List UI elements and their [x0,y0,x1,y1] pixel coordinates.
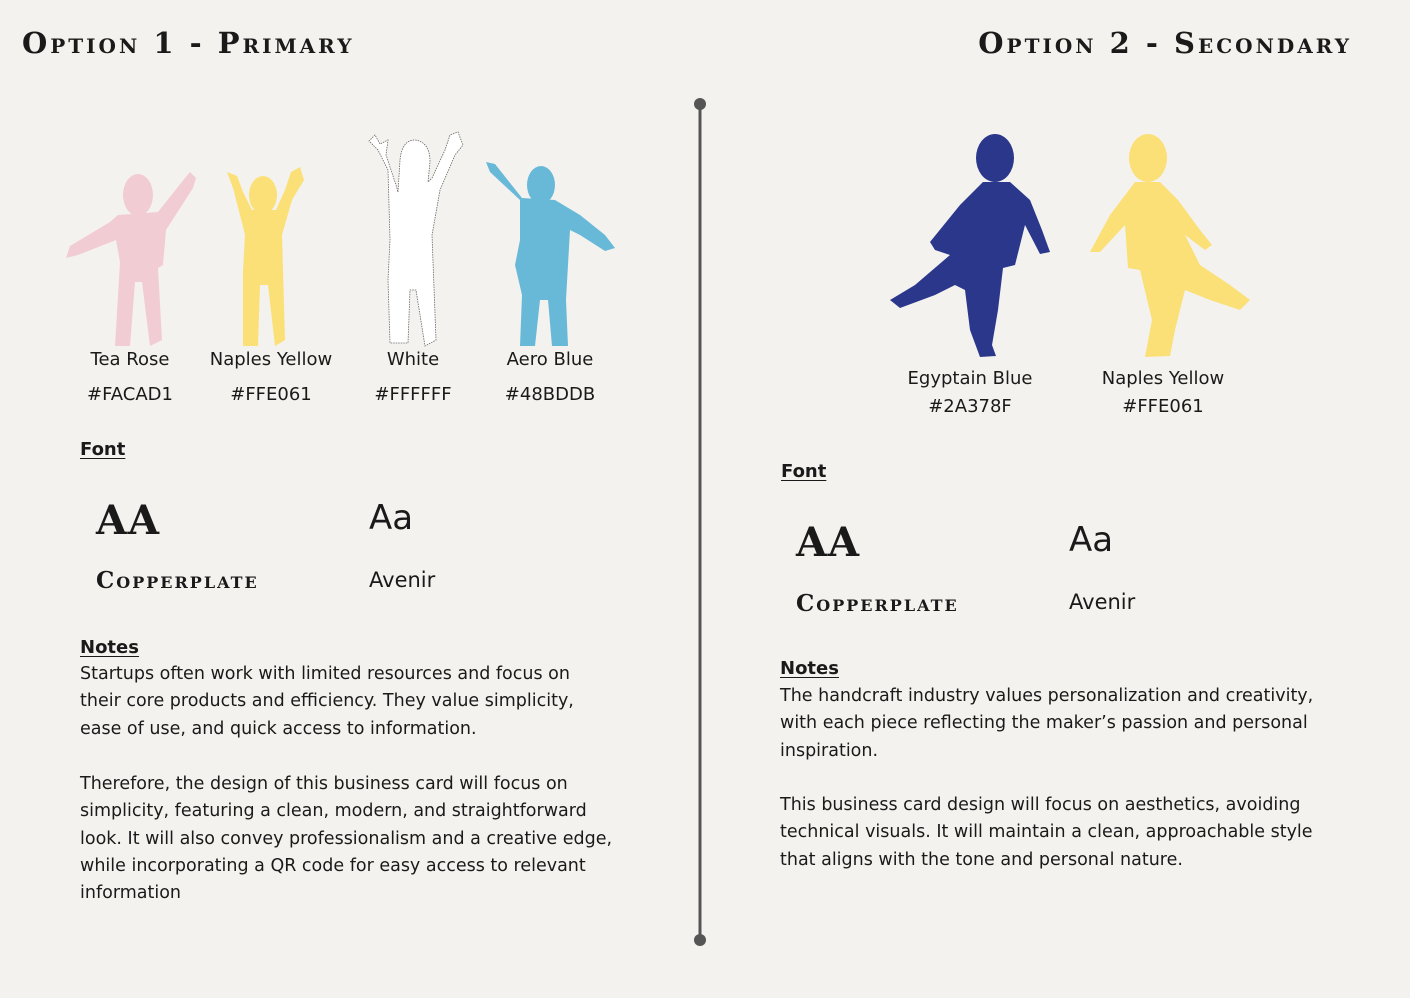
color-name: White [386,349,440,370]
notes-line: their core products and efficiency. They value simplicity, [80,691,574,712]
color-hex: #FFFFFF [374,384,452,405]
notes-line: look. It will also convey professionalism and a creative edge, [80,828,613,849]
notes-line: Therefore, the design of this business card will focus on [80,774,568,794]
color-name: Naples Yellow [209,349,333,370]
copperplate-sample: AA [96,497,161,544]
divider [694,98,706,946]
color-name: Naples Yellow [1101,368,1225,389]
notes-line: with each piece reflecting the maker’s passion and personal [780,713,1308,734]
notes-line: inspiration. [780,740,879,761]
naples-yellow-child-figure [227,167,304,346]
color-hex: #48BDDB [504,384,596,405]
notes-heading: Notes [780,658,839,679]
avenir-sample: Aa [369,498,414,538]
color-hex: #FFE061 [230,384,312,405]
color-hex: #FFE061 [1122,396,1204,417]
notes-line: while incorporating a QR code for easy access to relevant [80,855,586,876]
white-child-figure [369,132,463,346]
color-name: Tea Rose [90,349,170,370]
color-hex: #FACAD1 [87,384,173,405]
notes-line: The handcraft industry values personalization and creativity, [780,686,1314,706]
notes-paragraph-1 [80,661,574,743]
aero-blue-child-figure [486,162,615,346]
copperplate-label: Copperplate [96,567,259,594]
notes-heading: Notes [80,637,139,658]
notes-line: that aligns with the tone and personal nature. [780,849,1183,870]
avenir-label: Avenir [1069,590,1136,614]
font-heading: Font [80,439,126,460]
color-name: Aero Blue [506,349,594,370]
notes-line: simplicity, featuring a clean, modern, and straightforward [80,801,587,822]
color-name: Egyptain Blue [907,368,1033,389]
avenir-label: Avenir [369,568,436,592]
notes-line: information [80,883,182,904]
option-2-title: Option 2 - Secondary [978,26,1352,60]
naples-yellow-child-figure-2 [1090,134,1250,357]
avenir-sample: Aa [1069,520,1114,560]
copperplate-sample: AA [796,519,861,566]
notes-line: ease of use, and quick access to information. [80,718,477,739]
notes-paragraph-2 [780,792,1313,874]
notes-paragraph-1 [780,683,1313,765]
font-heading: Font [781,461,827,482]
notes-line: Startups often work with limited resources and focus on [80,664,570,684]
notes-line: This business card design will focus on aesthetics, avoiding [780,795,1301,815]
copperplate-label: Copperplate [796,590,959,617]
tea-rose-child-figure [66,172,196,346]
egyptian-blue-child-figure [890,134,1050,357]
notes-paragraph-2 [80,771,612,907]
notes-line: technical visuals. It will maintain a clean, approachable style [780,822,1313,843]
color-hex: #2A378F [928,396,1012,417]
option-1-title: Option 1 - Primary [22,26,355,60]
